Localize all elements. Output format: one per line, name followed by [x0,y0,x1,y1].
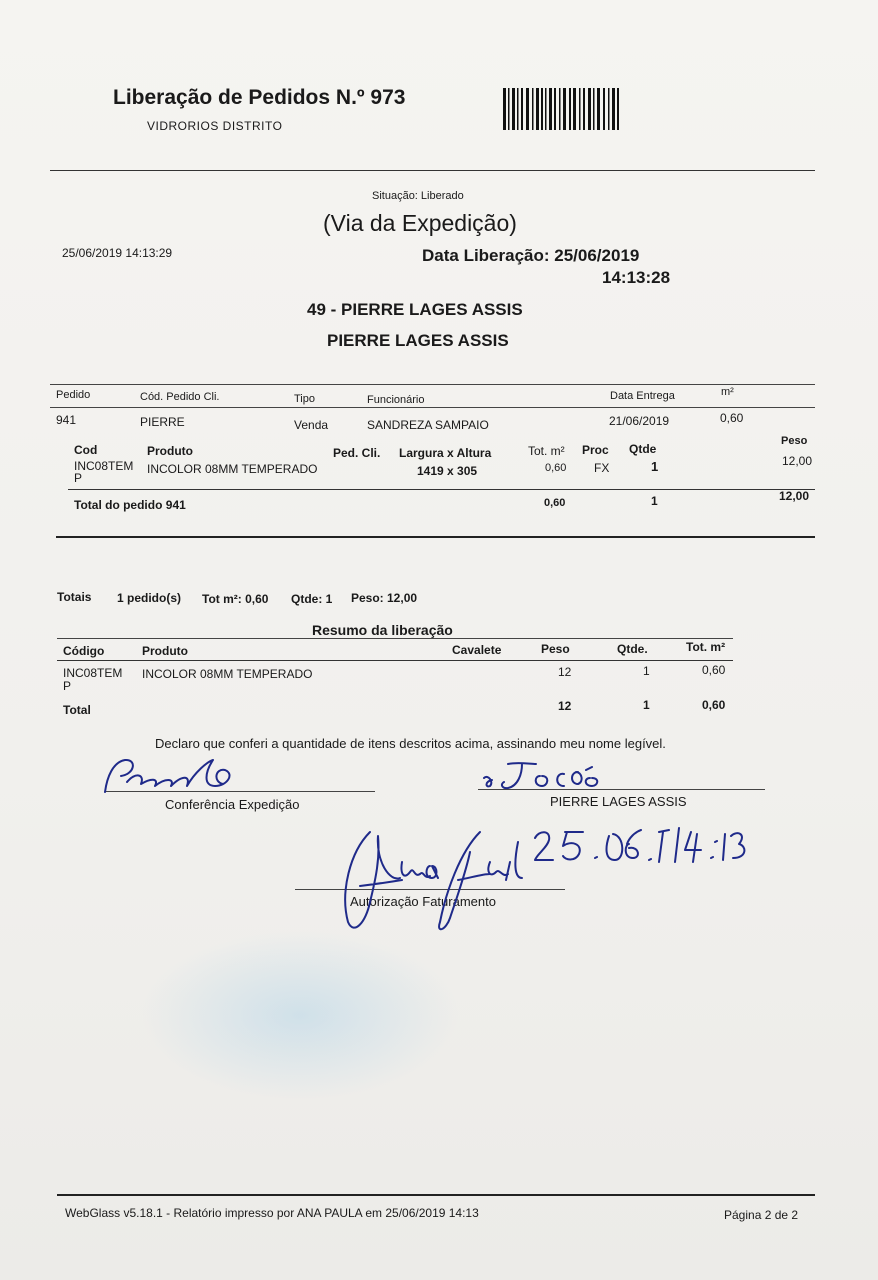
totals-pedidos: 1 pedido(s) [117,591,182,605]
resumo-row-qtde: 1 [643,664,650,678]
conferencia-label: Conferência Expedição [165,797,300,812]
resumo-header-tot-m2: Tot. m² [686,640,726,654]
totals-qtde: Qtde: 1 [291,592,333,606]
order-pedido: 941 [56,413,77,427]
printed-datetime: 25/06/2019 14:13:29 [62,246,173,260]
item-header-produto: Produto [147,444,193,458]
order-table-bottom-line [56,536,815,538]
resumo-header-cavalete: Cavalete [452,643,502,657]
conferencia-signature-image [95,752,255,800]
order-data-entrega: 21/06/2019 [609,414,670,428]
resumo-header-peso: Peso [541,642,570,656]
item-header-proc: Proc [582,443,609,457]
status-text: Situação: Liberado [372,190,464,202]
resumo-total-label: Total [63,703,91,717]
item-proc: FX [594,461,610,475]
resumo-row-peso: 12 [558,665,572,679]
order-total-label: Total do pedido 941 [74,498,186,512]
order-m2: 0,60 [720,411,744,425]
totals-peso: Peso: 12,00 [351,591,418,605]
resumo-header-line [57,660,733,661]
col-header-data-entrega: Data Entrega [610,390,675,402]
order-table-top-line [50,384,815,385]
item-largura-altura: 1419 x 305 [417,464,478,478]
company-name: VIDRORIOS DISTRITO [147,119,283,133]
order-total-tot-m2: 0,60 [544,497,566,509]
item-produto: INCOLOR 08MM TEMPERADO [147,462,318,476]
release-time: 14:13:28 [602,268,671,287]
declaration-text: Declaro que conferi a quantidade de itens descritos acima, assinando meu nome legível. [155,736,666,751]
item-cod: INC08TEM P [74,459,134,485]
resumo-row-tot-m2: 0,60 [702,663,726,677]
resumo-top-line [57,638,733,639]
order-tipo: Venda [294,418,329,432]
col-header-funcionario: Funcionário [367,394,425,406]
resumo-header-produto: Produto [142,644,188,658]
resumo-total-qtde: 1 [643,698,650,712]
barcode-image [503,88,621,130]
footer-printed-by: WebGlass v5.18.1 - Relatório impresso por ANA PAULA em 25/06/2019 14:13 [65,1206,479,1220]
item-peso: 12,00 [782,454,813,468]
resumo-row-codigo: INC08TEM P [63,666,123,693]
resumo-title: Resumo da liberação [312,622,453,638]
col-header-m2: m² [721,386,734,398]
resumo-total-tot-m2: 0,60 [702,698,726,712]
col-header-tipo: Tipo [294,393,315,405]
release-date: Data Liberação: 25/06/2019 [422,246,640,265]
document-title: Liberação de Pedidos N.º 973 [113,86,406,109]
item-qtde: 1 [651,459,659,474]
order-cod-pedido-cli: PIERRE [140,415,185,429]
item-header-largura-altura: Largura x Altura [399,446,492,460]
item-header-qtde: Qtde [629,442,657,456]
autorizacao-label: Autorização Faturamento [350,894,496,909]
resumo-row-produto: INCOLOR 08MM TEMPERADO [142,667,313,681]
footer-divider [57,1194,815,1196]
item-header-cod: Cod [74,443,98,457]
col-header-pedido: Pedido [56,389,91,401]
item-header-tot-m2: Tot. m² [528,444,565,458]
order-total-qtde: 1 [651,494,658,508]
header-divider [50,170,815,171]
totals-label: Totais [57,590,92,604]
item-header-ped-cli: Ped. Cli. [333,446,381,460]
order-total-line [68,489,815,490]
order-header-line [50,407,815,408]
totals-tot-m2: Tot m²: 0,60 [202,592,269,606]
item-tot-m2: 0,60 [545,462,567,474]
order-total-peso: 12,00 [779,489,810,503]
resumo-total-peso: 12 [558,699,572,713]
client-signature-label: PIERRE LAGES ASSIS [550,794,687,809]
ink-stain [140,930,460,1100]
handwritten-date-image [525,820,755,880]
autorizacao-signature-image [330,822,530,937]
item-header-peso: Peso [781,435,808,447]
client-code-name: 49 - PIERRE LAGES ASSIS [307,300,523,319]
client-name: PIERRE LAGES ASSIS [327,331,509,350]
col-header-cod-pedido-cli: Cód. Pedido Cli. [140,391,220,403]
order-funcionario: SANDREZA SAMPAIO [367,418,489,432]
via-title: (Via da Expedição) [323,210,517,236]
client-signature-image [478,758,608,794]
resumo-header-codigo: Código [63,644,105,658]
resumo-header-qtde: Qtde. [617,642,648,656]
footer-page-number: Página 2 de 2 [724,1208,799,1222]
